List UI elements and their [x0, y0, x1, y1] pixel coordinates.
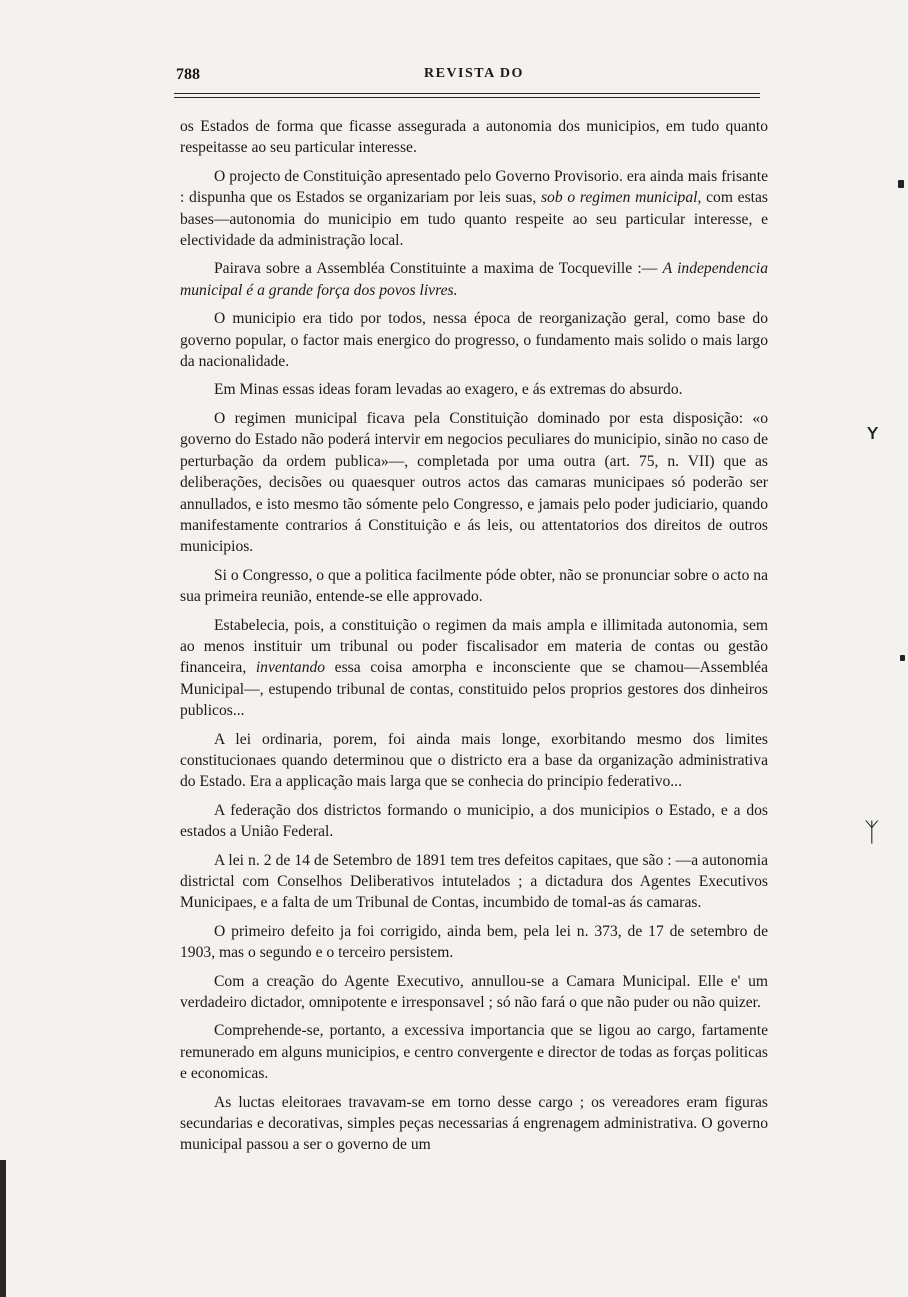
paragraph [180, 615, 768, 722]
italic-text: A independencia municipal é a grande força dos povos livres. [180, 260, 768, 299]
text-run: Em Minas essas ideas foram levadas ao exagero, e ás extremas do absurdo. [214, 381, 683, 399]
text-run: O municipio era tido por todos, nessa época de reorganização geral, como base do governo popular, o factor mais energico do progresso, o fundamento mais solido o mais largo da nacionalidade. [180, 310, 768, 371]
paragraph [180, 1020, 768, 1084]
margin-speck [900, 655, 905, 661]
paragraph [180, 921, 768, 964]
paragraph [180, 116, 768, 159]
paragraph [180, 800, 768, 843]
text-run: Estabelecia, pois, a constituição o regimen da mais ampla e illimitada autonomia, sem ao menos instituir um tribunal ou poder fiscalisador em materia de contas ou gestão financeira, [180, 616, 768, 677]
paragraph [180, 850, 768, 914]
paragraph [180, 166, 768, 252]
paragraph [180, 308, 768, 372]
header-rule [174, 93, 760, 98]
text-run: essa coisa amorpha e inconsciente que se chamou—Assembléa Municipal—, estupendo tribunal de contas, constituido pelos proprios gestores dos dinheiros publicos... [180, 659, 768, 720]
margin-speck [898, 180, 904, 188]
text-run: A lei n. 2 de 14 de Setembro de 1891 tem tres defeitos capitaes, que são : —a autonomia districtal com Conselhos Deliberativos intutelados ; a dictadura dos Agentes Executivos Municipaes, e a falta de um Tribunal de Contas, incumbido de tomal-as ás camaras. [180, 851, 768, 912]
text-run: Comprehende-se, portanto, a excessiva importancia que se ligou ao cargo, fartamente remunerado em alguns municipios, e centro convergente e director de todas as forças politicas e economicas. [180, 1022, 768, 1083]
italic-text: inventando [255, 659, 326, 677]
text-run: A lei ordinaria, porem, foi ainda mais longe, exorbitando mesmo dos limites constitucionaes quando determinou que o districto era a base da organização administrativa do Estado. Era a applicação mais larga que se conhecia do principio federativo... [180, 730, 768, 791]
paragraph [180, 729, 768, 793]
margin-mark: ʏ [866, 420, 880, 445]
text-run: Com a creação do Agente Executivo, annullou-se a Camara Municipal. Elle e' um verdadeiro dictador, omnipotente e irresponsavel ; só não fará o que não puder ou não quizer. [180, 972, 768, 1012]
paragraph [180, 565, 768, 608]
text-run: As luctas eleitoraes travavam-se em torno desse cargo ; os vereadores eram figuras secundarias e decorativas, simples peças necessarias á engrenagem administrativa. O governo municipal passou a ser o governo de um [180, 1093, 768, 1154]
text-run: O regimen municipal ficava pela Constituição dominado por esta disposição: «o governo do Estado não poderá intervir em negocios peculiares do municipio, sinão no caso de perturbação da ordem publica»—, completada por uma outra (art. 75, n. VII) que as deliberações, decisões ou quaesquer outros actos das camaras municipaes só poderão ser annullados, e isto mesmo tão sómente pelo Congresso, e jamais pelo poder judiciario, quando manifestamente contrarios á Constituição e ás leis, ou attentatorios dos direitos de outros municipios. [180, 409, 768, 556]
text-run: O primeiro defeito ja foi corrigido, ainda bem, pela lei n. 373, de 17 de setembro de 1903, mas o segundo e o terceiro persistem. [180, 922, 768, 962]
text-run: Si o Congresso, o que a politica facilmente póde obter, não se pronunciar sobre o acto na sua primeira reunião, entende-se elle approvado. [180, 566, 768, 606]
body-text [180, 116, 768, 1163]
running-title: REVISTA DO [424, 66, 524, 81]
page-number: 788 [176, 66, 200, 83]
paragraph [180, 408, 768, 558]
paragraph [180, 379, 768, 400]
italic-text: sob o regimen municipal [540, 189, 698, 207]
text-run: os Estados de forma que ficasse assegurada a autonomia dos municipios, em tudo quanto respeitasse ao seu particular interesse. [180, 118, 768, 157]
page-header [176, 66, 760, 86]
text-run: O projecto de Constituição apresentado pelo Governo Provisorio. era ainda mais frisante : dispunha que os Estados se organizariam por leis suas, [180, 167, 768, 207]
paragraph [180, 1092, 768, 1156]
page-edge-shadow [0, 1160, 6, 1297]
text-run: Pairava sobre a Assembléa Constituinte a maxima de Tocqueville :— [214, 260, 663, 278]
text-run: , com estas bases—autonomia do municipio em tudo quanto respeite ao seu particular interesse, e electividade da administração local. [180, 189, 768, 250]
paragraph [180, 258, 768, 301]
paragraph [180, 971, 768, 1014]
margin-mark: ᛉ [864, 818, 880, 848]
text-run: A federação dos districtos formando o municipio, a dos municipios o Estado, e a dos estados a União Federal. [180, 801, 768, 841]
